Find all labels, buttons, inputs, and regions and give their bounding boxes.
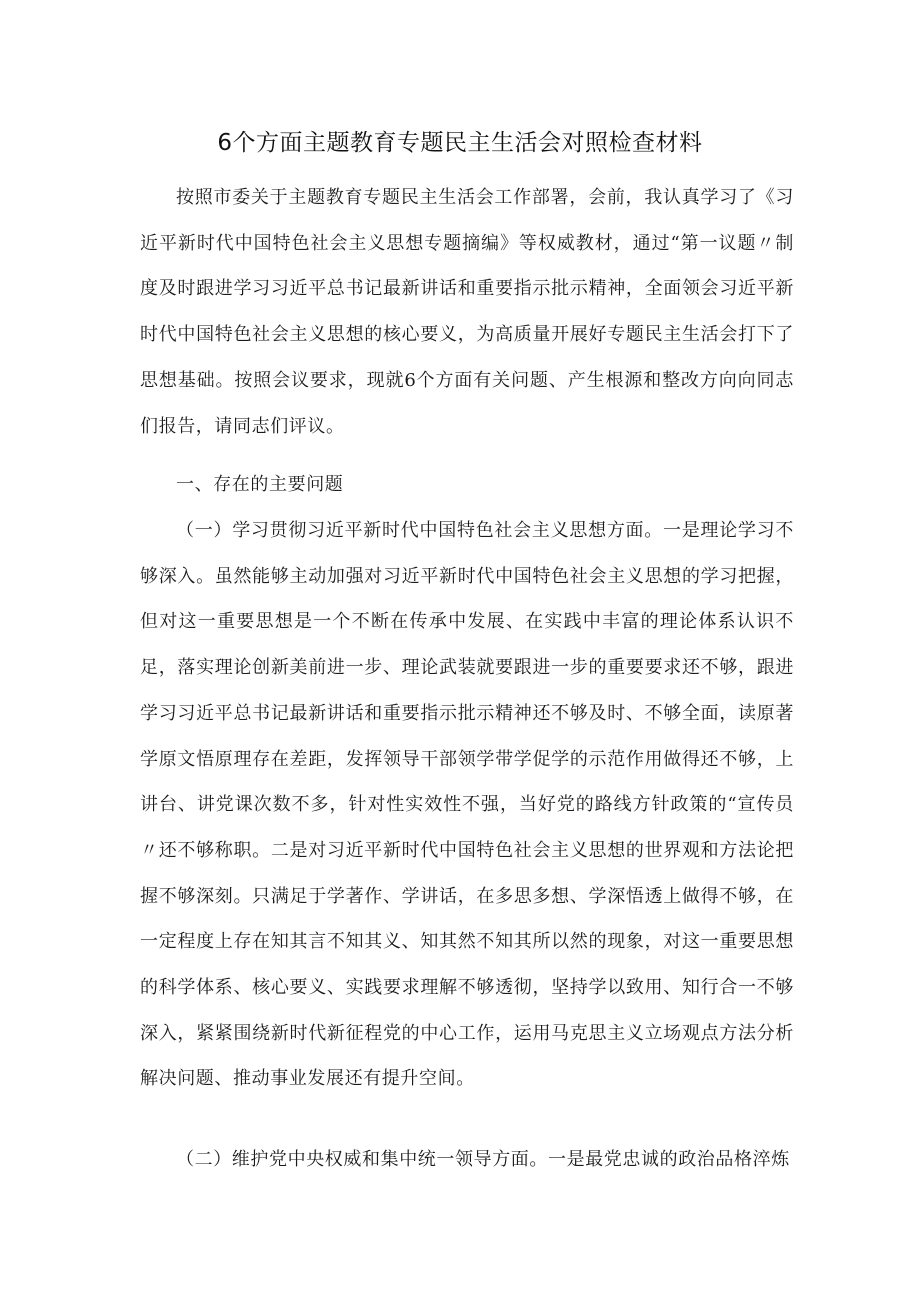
problem-item-2-paragraph: （二）维护党中央权威和集中统一领导方面。一是最党忠诚的政治品格淬炼: [176, 1149, 790, 1170]
problem-item-1-paragraph: （一）学习贯彻习近平新时代中国特色社会主义思想方面。一是理论学习不够深入。虽然能够主动加强对习近平新时代中国特色社会主义思想的学习把握，但对这一重要思想是一个不断在传承中发展、在实践中丰富的理论体系认识不足，落实理论创新美前进一步、理论武装就要跟进一步的重要要求还不够，跟进学习习近平总书记最新讲话和重要指示批示精神还不够及时、不够全面，读原著学原文悟原理存在差距，发挥领导干部领学带学促学的示范作用做得还不够，上讲台、讲党课次数不多，针对性实效性不强，当好党的路线方针政策的“宣传员〃还不够称职。二是对习近平新时代中国特色社会主义思想的世界观和方法论把握不够深刻。只满足于学著作、学讲话，在多思多想、学深悟透上做得不够，在一定程度上存在知其言不知其义、知其然不知其所以然的现象，对这一重要思想的科学体系、核心要义、实践要求理解不够透彻，坚持学以致用、知行合一不够深入，紧紧围绕新时代新征程党的中心工作，运用马克思主义立场观点方法分析解决问题、推动事业发展还有提升空间。: [140, 520, 794, 1090]
document-title: 6个方面主题教育专题民主生活会对照检查材料: [217, 130, 703, 156]
intro-paragraph: 按照市委关于主题教育专题民主生活会工作部署，会前，我认真学习了《习近平新时代中国特色社会主义思想专题摘编》等权威教材，通过“第一议题〃制度及时跟进学习习近平总书记最新讲话和重要指示批示精神，全面领会习近平新时代中国特色社会主义思想的核心要义，为高质量开展好专题民主生活会打下了思想基础。按照会议要求，现就6个方面有关问题、产生根源和整改方向向同志们报告，请同志们评议。: [140, 187, 794, 437]
section-heading-main-problems: 一、存在的主要问题: [176, 474, 344, 495]
